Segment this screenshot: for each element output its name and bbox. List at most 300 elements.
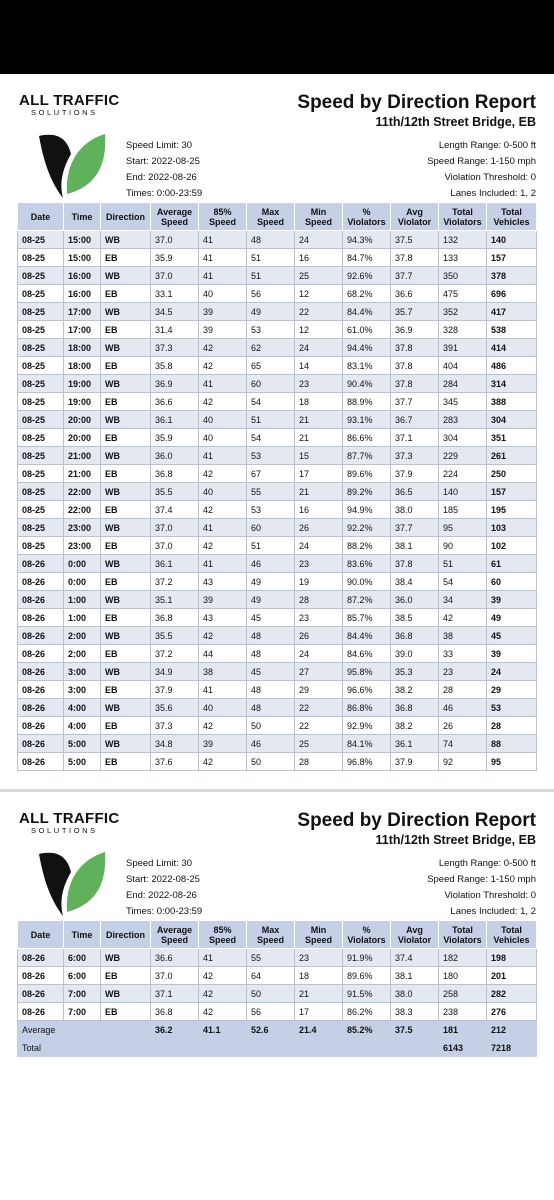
column-header-text: Speed bbox=[304, 934, 332, 945]
table-cell: 95 bbox=[439, 519, 487, 537]
table-cell: 21 bbox=[295, 429, 343, 447]
end-date: End: 2022-08-26 bbox=[126, 890, 197, 901]
table-cell: 34.9 bbox=[151, 663, 199, 681]
table-cell: EB bbox=[101, 753, 151, 771]
table-cell: 157 bbox=[487, 249, 537, 267]
table-cell: 51 bbox=[247, 249, 295, 267]
column-header bbox=[487, 203, 537, 231]
table-cell: 08-25 bbox=[18, 303, 64, 321]
table-cell: 37.3 bbox=[391, 447, 439, 465]
table-cell: 36.8 bbox=[391, 627, 439, 645]
table-row bbox=[18, 591, 537, 609]
table-cell: 24 bbox=[487, 663, 537, 681]
table-cell: 6:00 bbox=[64, 949, 101, 967]
table-cell: 08-25 bbox=[18, 483, 64, 501]
table-cell: 60 bbox=[247, 519, 295, 537]
table-cell: 39 bbox=[487, 645, 537, 663]
column-header-text: Speed bbox=[256, 216, 284, 227]
table-row bbox=[18, 267, 537, 285]
table-header-row bbox=[18, 203, 537, 231]
table-cell: 90 bbox=[439, 537, 487, 555]
table-cell: 88.2% bbox=[343, 537, 391, 555]
table-cell: WB bbox=[101, 699, 151, 717]
table-cell: 49 bbox=[247, 573, 295, 591]
table-row bbox=[18, 985, 537, 1003]
table-cell: 21 bbox=[295, 411, 343, 429]
table-cell: 87.7% bbox=[343, 447, 391, 465]
table-cell: 38.0 bbox=[391, 985, 439, 1003]
total-blank bbox=[151, 1039, 439, 1057]
column-header-text: Average bbox=[156, 206, 193, 217]
table-cell: 89.6% bbox=[343, 465, 391, 483]
table-cell: 42 bbox=[439, 609, 487, 627]
table-cell: 0:00 bbox=[64, 555, 101, 573]
table-cell: EB bbox=[101, 465, 151, 483]
table-cell: 37.7 bbox=[391, 267, 439, 285]
table-cell: 42 bbox=[199, 339, 247, 357]
violation-threshold: Violation Threshold: 0 bbox=[444, 890, 536, 901]
table-cell: 35.5 bbox=[151, 483, 199, 501]
table-cell: 74 bbox=[439, 735, 487, 753]
table-row bbox=[18, 357, 537, 375]
table-cell: 84.4% bbox=[343, 627, 391, 645]
table-cell: 37.8 bbox=[391, 375, 439, 393]
table-cell: 83.6% bbox=[343, 555, 391, 573]
table-cell: EB bbox=[101, 609, 151, 627]
table-cell: 261 bbox=[487, 447, 537, 465]
table-cell: 86.6% bbox=[343, 429, 391, 447]
column-header-text: % bbox=[362, 924, 371, 935]
table-cell: 38 bbox=[439, 627, 487, 645]
table-cell: 08-25 bbox=[18, 501, 64, 519]
table-cell: 88.9% bbox=[343, 393, 391, 411]
table-row bbox=[18, 627, 537, 645]
column-header bbox=[295, 921, 343, 949]
table-cell: 42 bbox=[199, 393, 247, 411]
table-cell: 22 bbox=[295, 699, 343, 717]
table-cell: 0:00 bbox=[64, 573, 101, 591]
table-cell: 23 bbox=[295, 949, 343, 967]
table-cell: 38.1 bbox=[391, 967, 439, 985]
table-cell: 43 bbox=[199, 609, 247, 627]
table-cell: 08-26 bbox=[18, 627, 64, 645]
table-cell: EB bbox=[101, 321, 151, 339]
table-cell: EB bbox=[101, 681, 151, 699]
table-cell: 49 bbox=[247, 591, 295, 609]
table-cell: 27 bbox=[295, 663, 343, 681]
table-cell: 42 bbox=[199, 967, 247, 985]
table-cell: 20:00 bbox=[64, 411, 101, 429]
column-header-text: Violators bbox=[347, 216, 386, 227]
table-cell: 140 bbox=[487, 231, 537, 249]
speed-table-page-2 bbox=[17, 920, 537, 1057]
report-meta-right bbox=[427, 856, 536, 920]
table-cell: 91.9% bbox=[343, 949, 391, 967]
report-page-2 bbox=[17, 806, 536, 1057]
table-cell: 48 bbox=[247, 231, 295, 249]
table-cell: 21:00 bbox=[64, 447, 101, 465]
table-cell: 68.2% bbox=[343, 285, 391, 303]
table-cell: 53 bbox=[487, 699, 537, 717]
table-cell: 18:00 bbox=[64, 357, 101, 375]
table-row bbox=[18, 753, 537, 771]
table-cell: 40 bbox=[199, 411, 247, 429]
speed-range: Speed Range: 1-150 mph bbox=[427, 156, 536, 167]
table-cell: 38 bbox=[199, 663, 247, 681]
table-cell: 41 bbox=[199, 949, 247, 967]
column-header-text: Min bbox=[310, 924, 327, 935]
table-cell: EB bbox=[101, 501, 151, 519]
table-cell: 39 bbox=[199, 303, 247, 321]
column-header-text: Speed bbox=[160, 934, 188, 945]
lanes-included: Lanes Included: 1, 2 bbox=[450, 188, 536, 199]
table-cell: 351 bbox=[487, 429, 537, 447]
table-cell: 276 bbox=[487, 1003, 537, 1021]
table-cell: 5:00 bbox=[64, 753, 101, 771]
length-range: Length Range: 0-500 ft bbox=[438, 858, 536, 869]
table-cell: 49 bbox=[487, 609, 537, 627]
table-row bbox=[18, 375, 537, 393]
table-cell: 14 bbox=[295, 357, 343, 375]
average-cell: 37.5 bbox=[391, 1021, 439, 1039]
company-logo-icon bbox=[37, 842, 109, 922]
table-cell: 90.0% bbox=[343, 573, 391, 591]
column-header bbox=[343, 921, 391, 949]
table-cell: 486 bbox=[487, 357, 537, 375]
table-cell: 42 bbox=[199, 985, 247, 1003]
table-cell: 46 bbox=[439, 699, 487, 717]
column-header-text: 85% bbox=[213, 206, 232, 217]
column-header bbox=[151, 203, 199, 231]
table-cell: 38.2 bbox=[391, 717, 439, 735]
table-cell: 42 bbox=[199, 753, 247, 771]
table-cell: 08-26 bbox=[18, 967, 64, 985]
table-cell: 37.4 bbox=[391, 949, 439, 967]
table-cell: EB bbox=[101, 645, 151, 663]
table-row bbox=[18, 339, 537, 357]
report-location: 11th/12th Street Bridge, EB bbox=[375, 115, 536, 129]
table-row bbox=[18, 699, 537, 717]
table-cell: 29 bbox=[295, 681, 343, 699]
table-cell: 26 bbox=[439, 717, 487, 735]
table-cell: 36.6 bbox=[151, 949, 199, 967]
average-cell: 52.6 bbox=[247, 1021, 295, 1039]
table-cell: 38.0 bbox=[391, 501, 439, 519]
table-cell: 133 bbox=[439, 249, 487, 267]
table-cell: 35.1 bbox=[151, 591, 199, 609]
start-date: Start: 2022-08-25 bbox=[126, 874, 200, 885]
table-cell: 314 bbox=[487, 375, 537, 393]
table-cell: 36.1 bbox=[151, 555, 199, 573]
table-cell: 42 bbox=[199, 501, 247, 519]
column-header-text: Total bbox=[452, 206, 473, 217]
table-cell: 37.0 bbox=[151, 537, 199, 555]
table-cell: 49 bbox=[247, 303, 295, 321]
table-cell: 39 bbox=[199, 321, 247, 339]
column-header bbox=[343, 203, 391, 231]
table-cell: 198 bbox=[487, 949, 537, 967]
table-row bbox=[18, 501, 537, 519]
column-header bbox=[295, 203, 343, 231]
table-cell: 414 bbox=[487, 339, 537, 357]
column-header-text: Total bbox=[501, 206, 522, 217]
table-cell: 17:00 bbox=[64, 321, 101, 339]
table-row bbox=[18, 555, 537, 573]
table-cell: 51 bbox=[439, 555, 487, 573]
violation-threshold: Violation Threshold: 0 bbox=[444, 172, 536, 183]
table-cell: 19 bbox=[295, 573, 343, 591]
column-header bbox=[439, 203, 487, 231]
table-cell: 224 bbox=[439, 465, 487, 483]
column-header bbox=[199, 203, 247, 231]
table-cell: 12 bbox=[295, 285, 343, 303]
column-header bbox=[487, 921, 537, 949]
table-cell: 37.7 bbox=[391, 519, 439, 537]
table-cell: EB bbox=[101, 429, 151, 447]
table-cell: 08-26 bbox=[18, 645, 64, 663]
column-header-text: Speed bbox=[256, 934, 284, 945]
column-header-text: Speed bbox=[160, 216, 188, 227]
table-cell: 23 bbox=[295, 609, 343, 627]
table-cell: 88 bbox=[487, 735, 537, 753]
table-cell: 22 bbox=[295, 303, 343, 321]
table-cell: 95.8% bbox=[343, 663, 391, 681]
column-header-text: Speed bbox=[304, 216, 332, 227]
table-cell: 90.4% bbox=[343, 375, 391, 393]
table-cell: 08-26 bbox=[18, 699, 64, 717]
table-row bbox=[18, 519, 537, 537]
average-label: Average bbox=[18, 1021, 151, 1039]
table-cell: 38.1 bbox=[391, 537, 439, 555]
column-header-text: Direction bbox=[105, 211, 145, 222]
table-cell: 08-25 bbox=[18, 447, 64, 465]
table-row bbox=[18, 609, 537, 627]
table-cell: 93.1% bbox=[343, 411, 391, 429]
table-row bbox=[18, 231, 537, 249]
speed-range: Speed Range: 1-150 mph bbox=[427, 874, 536, 885]
table-cell: 08-25 bbox=[18, 339, 64, 357]
table-cell: WB bbox=[101, 339, 151, 357]
table-cell: 37.9 bbox=[151, 681, 199, 699]
table-cell: 258 bbox=[439, 985, 487, 1003]
table-cell: 24 bbox=[295, 645, 343, 663]
table-cell: 23:00 bbox=[64, 519, 101, 537]
column-header-text: Violator bbox=[397, 934, 432, 945]
speed-table-page-1 bbox=[17, 202, 537, 771]
table-cell: 21 bbox=[295, 985, 343, 1003]
status-bar bbox=[0, 0, 554, 74]
column-header-text: Time bbox=[71, 929, 93, 940]
table-cell: WB bbox=[101, 483, 151, 501]
speed-limit: Speed Limit: 30 bbox=[126, 140, 193, 151]
report-title: Speed by Direction Report bbox=[297, 810, 536, 831]
table-cell: 48 bbox=[247, 645, 295, 663]
table-row bbox=[18, 967, 537, 985]
table-cell: 35.8 bbox=[151, 357, 199, 375]
table-cell: 475 bbox=[439, 285, 487, 303]
total-vehicles: 7218 bbox=[487, 1039, 537, 1057]
table-cell: 36.7 bbox=[391, 411, 439, 429]
table-cell: 94.3% bbox=[343, 231, 391, 249]
table-cell: 08-25 bbox=[18, 519, 64, 537]
table-cell: 39 bbox=[199, 735, 247, 753]
average-cell: 36.2 bbox=[151, 1021, 199, 1039]
table-row bbox=[18, 321, 537, 339]
table-cell: 08-26 bbox=[18, 591, 64, 609]
table-row bbox=[18, 411, 537, 429]
table-cell: 37.2 bbox=[151, 573, 199, 591]
table-cell: 250 bbox=[487, 465, 537, 483]
table-cell: 19:00 bbox=[64, 393, 101, 411]
table-cell: 18 bbox=[295, 393, 343, 411]
table-cell: 352 bbox=[439, 303, 487, 321]
table-cell: 21 bbox=[295, 483, 343, 501]
time-range: Times: 0:00-23:59 bbox=[126, 188, 203, 199]
table-cell: 43 bbox=[199, 573, 247, 591]
table-cell: 92.2% bbox=[343, 519, 391, 537]
table-cell: 65 bbox=[247, 357, 295, 375]
table-cell: 37.4 bbox=[151, 501, 199, 519]
table-cell: 94.4% bbox=[343, 339, 391, 357]
table-cell: 404 bbox=[439, 357, 487, 375]
table-cell: 378 bbox=[487, 267, 537, 285]
table-cell: 36.1 bbox=[151, 411, 199, 429]
table-cell: 08-25 bbox=[18, 267, 64, 285]
table-cell: 31.4 bbox=[151, 321, 199, 339]
column-header bbox=[151, 921, 199, 949]
table-cell: 26 bbox=[295, 519, 343, 537]
table-cell: 40 bbox=[199, 285, 247, 303]
table-cell: 35.9 bbox=[151, 429, 199, 447]
table-cell: 283 bbox=[439, 411, 487, 429]
table-cell: 34.8 bbox=[151, 735, 199, 753]
table-cell: 22:00 bbox=[64, 483, 101, 501]
table-cell: 36.9 bbox=[391, 321, 439, 339]
table-cell: 37.8 bbox=[391, 357, 439, 375]
table-cell: 84.1% bbox=[343, 735, 391, 753]
table-cell: 328 bbox=[439, 321, 487, 339]
table-cell: 38.3 bbox=[391, 1003, 439, 1021]
table-cell: 22:00 bbox=[64, 501, 101, 519]
table-cell: WB bbox=[101, 231, 151, 249]
column-header bbox=[247, 921, 295, 949]
table-cell: 185 bbox=[439, 501, 487, 519]
table-cell: 12 bbox=[295, 321, 343, 339]
table-cell: 67 bbox=[247, 465, 295, 483]
report-header bbox=[17, 88, 536, 202]
table-cell: WB bbox=[101, 555, 151, 573]
table-cell: 96.8% bbox=[343, 753, 391, 771]
table-cell: 37.3 bbox=[151, 717, 199, 735]
table-cell: 25 bbox=[295, 267, 343, 285]
table-cell: 08-25 bbox=[18, 249, 64, 267]
table-cell: 15 bbox=[295, 447, 343, 465]
table-cell: WB bbox=[101, 411, 151, 429]
table-cell: 92 bbox=[439, 753, 487, 771]
table-cell: WB bbox=[101, 303, 151, 321]
table-cell: 37.5 bbox=[391, 231, 439, 249]
table-cell: 08-26 bbox=[18, 753, 64, 771]
column-header-text: Vehicles bbox=[493, 216, 530, 227]
table-cell: 16:00 bbox=[64, 267, 101, 285]
column-header-text: % bbox=[362, 206, 371, 217]
table-cell: 38.4 bbox=[391, 573, 439, 591]
table-cell: 37.9 bbox=[391, 465, 439, 483]
column-header-text: Time bbox=[71, 211, 93, 222]
table-cell: 36.9 bbox=[151, 375, 199, 393]
table-cell: 22 bbox=[295, 717, 343, 735]
column-header-text: Avg bbox=[406, 924, 423, 935]
table-cell: 195 bbox=[487, 501, 537, 519]
table-cell: 89.6% bbox=[343, 967, 391, 985]
table-cell: 54 bbox=[247, 429, 295, 447]
table-cell: 16 bbox=[295, 249, 343, 267]
table-cell: 35.5 bbox=[151, 627, 199, 645]
table-cell: 91.5% bbox=[343, 985, 391, 1003]
table-cell: 3:00 bbox=[64, 663, 101, 681]
table-cell: 35.9 bbox=[151, 249, 199, 267]
table-row bbox=[18, 663, 537, 681]
table-cell: 350 bbox=[439, 267, 487, 285]
page-divider bbox=[0, 789, 554, 792]
table-cell: 08-26 bbox=[18, 717, 64, 735]
column-header-text: Date bbox=[30, 929, 51, 940]
total-label: Total bbox=[18, 1039, 151, 1057]
table-cell: 08-26 bbox=[18, 735, 64, 753]
table-cell: 86.2% bbox=[343, 1003, 391, 1021]
average-cell: 21.4 bbox=[295, 1021, 343, 1039]
table-cell: 36.1 bbox=[391, 735, 439, 753]
table-cell: 08-25 bbox=[18, 231, 64, 249]
column-header bbox=[101, 921, 151, 949]
table-row bbox=[18, 465, 537, 483]
table-cell: 41 bbox=[199, 249, 247, 267]
column-header-text: Total bbox=[501, 924, 522, 935]
column-header-text: Violators bbox=[443, 216, 482, 227]
table-cell: 84.6% bbox=[343, 645, 391, 663]
table-cell: EB bbox=[101, 537, 151, 555]
table-cell: 45 bbox=[247, 663, 295, 681]
average-row bbox=[18, 1021, 537, 1039]
table-cell: 96.6% bbox=[343, 681, 391, 699]
table-cell: 102 bbox=[487, 537, 537, 555]
table-cell: 46 bbox=[247, 555, 295, 573]
table-cell: 45 bbox=[487, 627, 537, 645]
column-header-text: Avg bbox=[406, 206, 423, 217]
table-cell: 17:00 bbox=[64, 303, 101, 321]
table-cell: 417 bbox=[487, 303, 537, 321]
table-cell: 55 bbox=[247, 949, 295, 967]
table-cell: 42 bbox=[199, 357, 247, 375]
table-cell: 53 bbox=[247, 321, 295, 339]
table-cell: 36.6 bbox=[151, 393, 199, 411]
table-cell: 85.7% bbox=[343, 609, 391, 627]
table-cell: 17 bbox=[295, 1003, 343, 1021]
table-cell: 08-25 bbox=[18, 321, 64, 339]
table-cell: 3:00 bbox=[64, 681, 101, 699]
table-row bbox=[18, 393, 537, 411]
table-cell: 08-26 bbox=[18, 609, 64, 627]
table-cell: 37.0 bbox=[151, 967, 199, 985]
table-cell: 48 bbox=[247, 699, 295, 717]
table-cell: 4:00 bbox=[64, 717, 101, 735]
table-cell: 24 bbox=[295, 339, 343, 357]
column-header bbox=[18, 921, 64, 949]
table-cell: 23:00 bbox=[64, 537, 101, 555]
table-cell: 37.0 bbox=[151, 519, 199, 537]
table-cell: 33 bbox=[439, 645, 487, 663]
column-header-text: Total bbox=[452, 924, 473, 935]
